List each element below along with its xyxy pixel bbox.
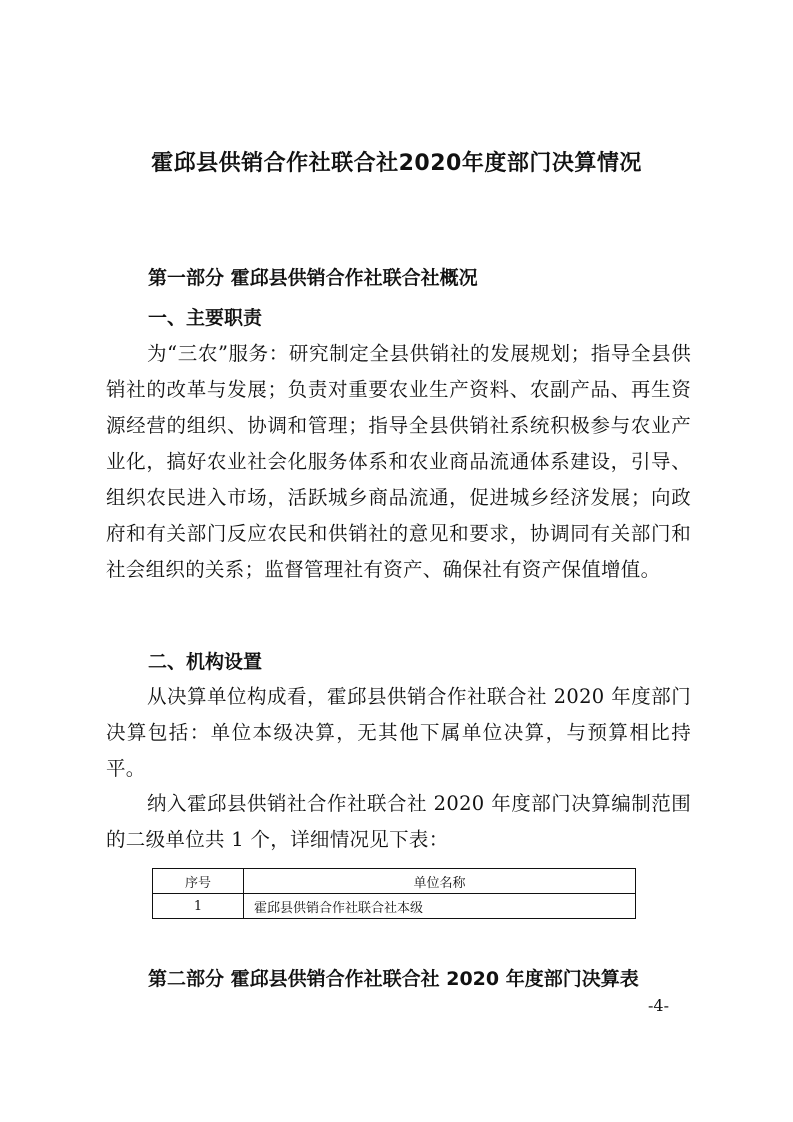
column-header-no: 序号 — [153, 869, 244, 894]
units-table — [152, 868, 636, 919]
cell-unit-name: 霍邱县供销合作社联合社本级 — [244, 894, 636, 919]
table-row — [153, 894, 636, 919]
part2-heading: 第二部分 霍邱县供销合作社联合社 2020 年度部门决算表 — [148, 968, 639, 990]
part1-heading: 第一部分 霍邱县供销合作社联合社概况 — [148, 267, 478, 289]
section2-paragraph-2: 纳入霍邱县供销社合作社联合社 2020 年度部门决算编制范围的二级单位共 1 个，详细情况见下表： — [106, 792, 691, 851]
section1-paragraph: 为“三农”服务：研究制定全县供销社的发展规划；指导全县供销社的改革与发展；负责对重要农业生产资料、农副产品、再生资源经营的组织、协调和管理；指导全县供销社系统积极参与农业产业化，搞好农业社会化服务体系和农业商品流通体系建设，引导、组织农民进入市场，活跃城乡商品流通，促进城乡经济发展；向政府和有关部门反应农民和供销社的意见和要求，协调同有关部门和社会组织的关系；监督管理社有资产、确保社有资产保值增值。 — [106, 342, 691, 581]
section1-heading: 一、主要职责 — [148, 307, 263, 329]
column-header-name: 单位名称 — [244, 869, 636, 894]
page-number: -4- — [648, 996, 669, 1015]
document-title: 霍邱县供销合作社联合社2020年度部门决算情况 — [151, 151, 642, 176]
section2-paragraph-1: 从决算单位构成看，霍邱县供销合作社联合社 2020 年度部门决算包括：单位本级决算，无其他下属单位决算，与预算相比持平。 — [106, 685, 691, 780]
table-header-row — [153, 869, 636, 894]
section2-heading: 二、机构设置 — [148, 651, 263, 673]
cell-no: 1 — [153, 894, 244, 919]
